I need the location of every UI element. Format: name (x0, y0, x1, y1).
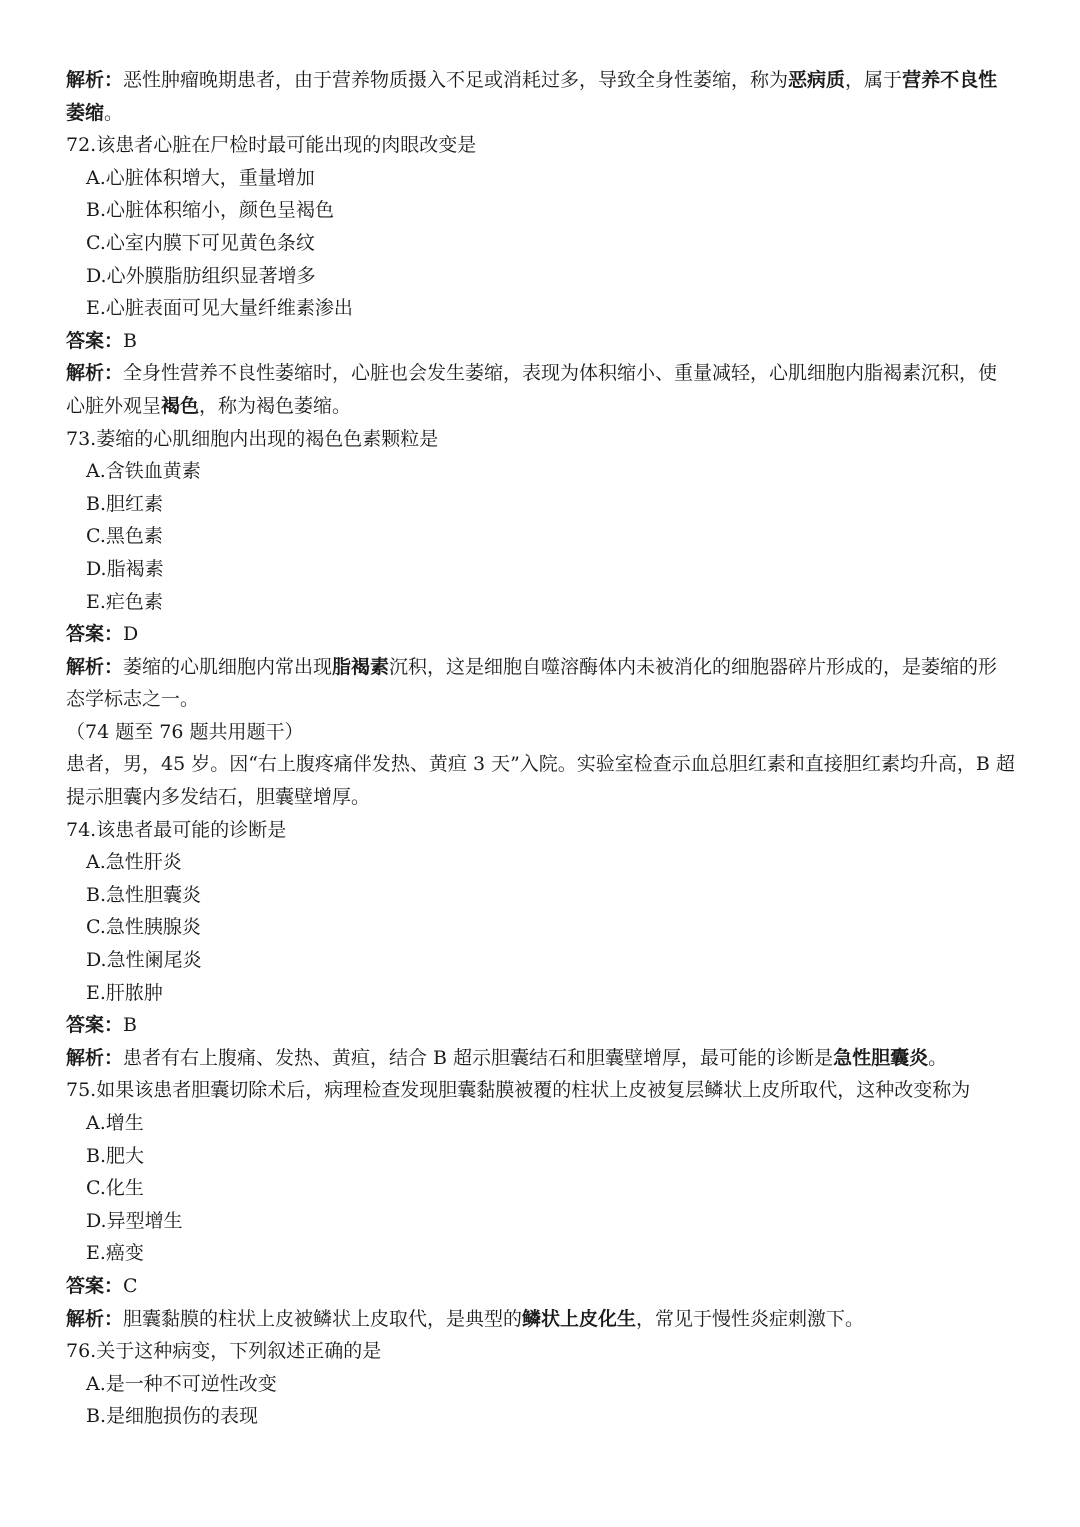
option-line: D.脂褐素 (86, 557, 164, 580)
bold-text: 答案： (66, 1274, 124, 1297)
answer-line (66, 1009, 1016, 1042)
option-line: B.急性胆囊炎 (86, 883, 202, 906)
bold-text: 解析： (66, 362, 124, 385)
bold-text: 急性胆囊炎 (833, 1046, 929, 1069)
explanation-paragraph (66, 1042, 1016, 1075)
bold-text: 褐色 (161, 394, 200, 417)
bold-text: 答案： (66, 623, 124, 646)
answer-line (66, 325, 1016, 358)
bold-text: 恶病质 (788, 69, 846, 91)
option-line: D.急性阑尾炎 (86, 949, 202, 972)
bold-text: 解析： (66, 1046, 124, 1069)
option-line: C.心室内膜下可见黄色条纹 (86, 231, 315, 254)
question-line: 72.该患者心脏在尸检时最可能出现的肉眼改变是 (66, 134, 477, 157)
option-line: A.含铁血黄素 (86, 460, 201, 483)
text-run: ，常见于慢性炎症刺激下。 (636, 1307, 865, 1330)
explanation-paragraph (66, 651, 1016, 716)
text-run: B (123, 1014, 137, 1037)
text-run: 萎缩的心肌细胞内常出现 (123, 655, 333, 678)
option-line: B.肥大 (86, 1144, 145, 1167)
explanation-paragraph (66, 1303, 1016, 1336)
bold-text: 答案： (66, 1014, 124, 1037)
option-line: C.化生 (86, 1177, 144, 1200)
option-line: A.增生 (86, 1112, 144, 1134)
bold-text: 解析： (66, 1307, 124, 1330)
text-run: 。 (928, 1046, 948, 1069)
option-line: A.是一种不可逆性改变 (86, 1372, 277, 1395)
explanation-paragraph (66, 357, 1016, 422)
question-line: 75.如果该患者胆囊切除术后，病理检查发现胆囊黏膜被覆的柱状上皮被复层鳞状上皮所取代，这种改变称为 (66, 1079, 971, 1102)
option-line: B.心脏体积缩小，颜色呈褐色 (86, 199, 335, 222)
question-line: 73.萎缩的心肌细胞内出现的褐色色素颗粒是 (66, 427, 439, 450)
text-run: 全身性营养不良性萎缩时，心脏也会发生萎缩，表现为体积缩小、重量减轻，心肌细胞内脂褐素沉积，使心脏外观呈 (66, 362, 998, 417)
text-run: 沉积，这是细胞自噬溶酶体内未被消化的细胞器碎片形成的，是萎缩的形态学标志之一。 (66, 655, 998, 711)
text-run: 恶性肿瘤晚期患者，由于营养物质摄入不足或消耗过多，导致全身性萎缩，称为 (123, 69, 789, 91)
text-run: ，属于 (845, 69, 903, 91)
shared-stem-note: （74 题至 76 题共用题干） (66, 720, 304, 743)
option-line: C.黑色素 (86, 525, 163, 548)
option-line: E.疟色素 (86, 590, 163, 613)
bold-text: 脂褐素 (332, 655, 390, 678)
bold-text: 鳞状上皮化生 (522, 1307, 637, 1330)
explanation-paragraph (66, 64, 1016, 129)
option-line: B.胆红素 (86, 492, 164, 515)
question-line: 76.关于这种病变，下列叙述正确的是 (66, 1340, 382, 1363)
option-line: E.心脏表面可见大量纤维素渗出 (86, 297, 353, 320)
text-run: 胆囊黏膜的柱状上皮被鳞状上皮取代，是典型的 (123, 1307, 523, 1330)
text-run: 患者有右上腹痛、发热、黄疸，结合 B 超示胆囊结石和胆囊壁增厚，最可能的诊断是 (123, 1046, 834, 1069)
answer-line (66, 1270, 1016, 1303)
option-line: A.急性肝炎 (86, 851, 182, 874)
option-line: C.急性胰腺炎 (86, 916, 201, 939)
text-run: ，称为褐色萎缩。 (199, 394, 352, 417)
option-line: B.是细胞损伤的表现 (86, 1405, 259, 1428)
document-page (66, 64, 1016, 1433)
option-line: A.心脏体积增大，重量增加 (86, 166, 315, 189)
bold-text: 解析： (66, 69, 124, 91)
option-line: D.心外膜脂肪组织显著增多 (86, 264, 316, 287)
text-run: C (123, 1274, 138, 1297)
option-line: E.肝脓肿 (86, 981, 163, 1004)
bold-text: 答案： (66, 329, 124, 352)
option-line: D.异型增生 (86, 1209, 183, 1232)
case-description: 患者，男，45 岁。因“右上腹疼痛伴发热、黄疸 3 天”入院。实验室检查示血总胆红素和直接胆红素均升高，B 超提示胆囊内多发结石，胆囊壁增厚。 (66, 753, 1015, 809)
text-run: B (123, 329, 137, 352)
bold-text: 解析： (66, 655, 124, 678)
text-run: 。 (104, 101, 124, 124)
question-line: 74.该患者最可能的诊断是 (66, 818, 287, 841)
answer-line (66, 618, 1016, 651)
bold-text: 营养不良性萎缩 (66, 69, 998, 124)
option-line: E.癌变 (86, 1242, 144, 1265)
text-run: D (123, 623, 139, 646)
